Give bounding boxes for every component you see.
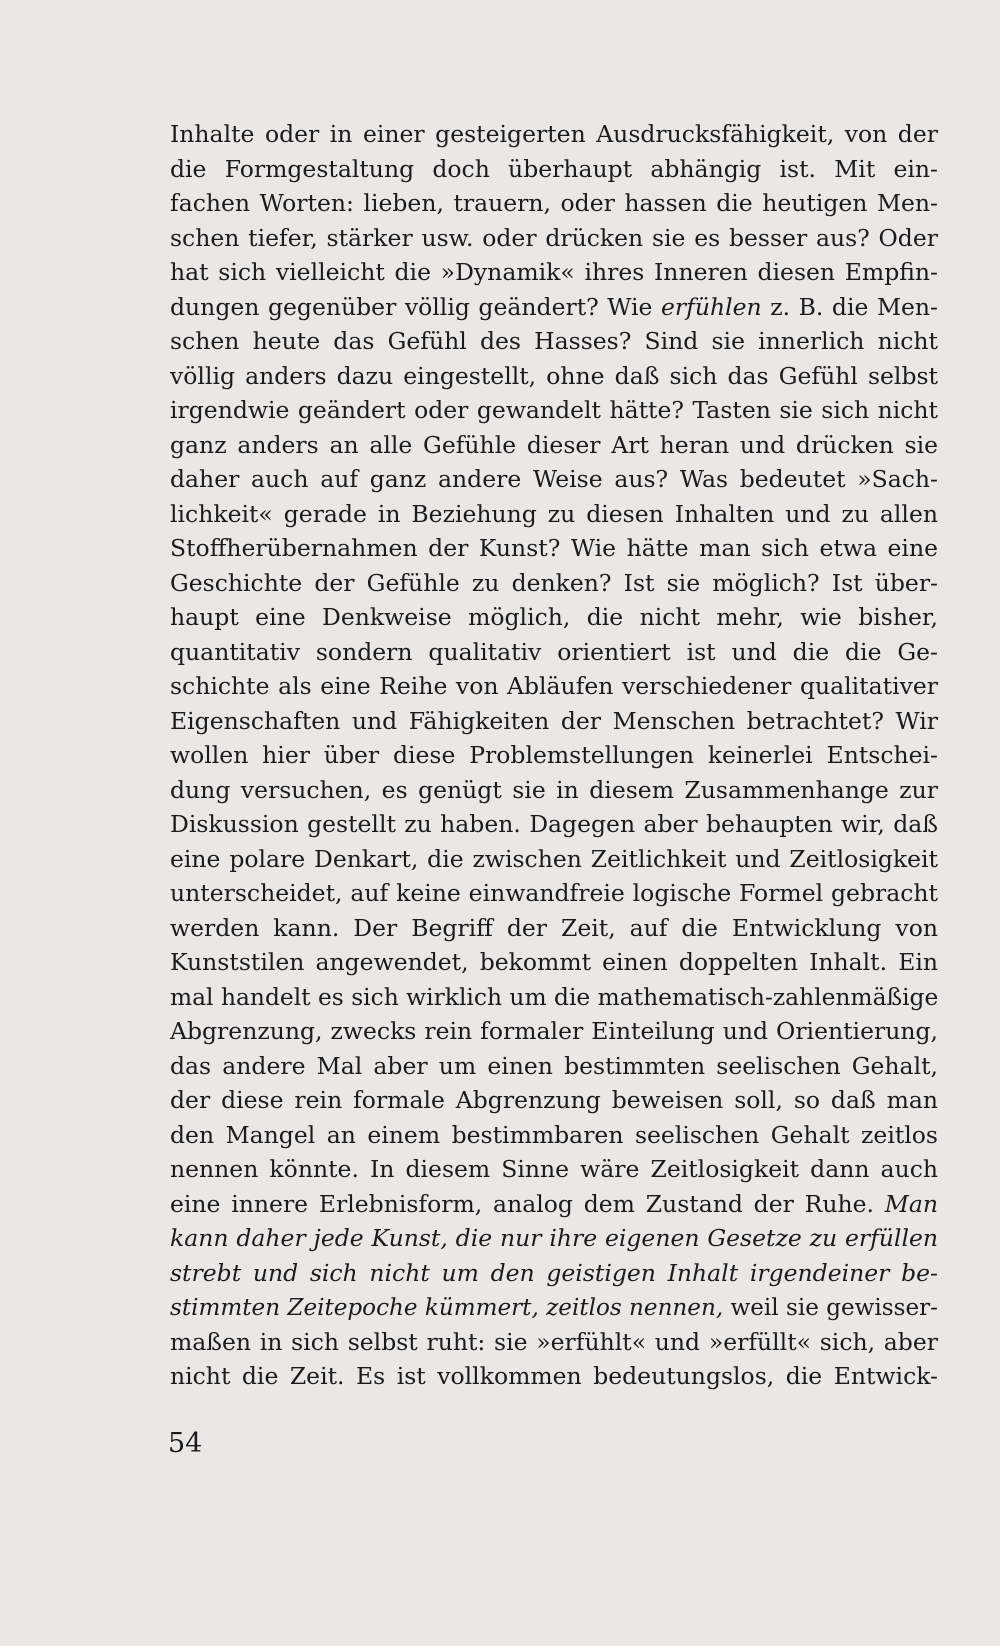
text-line [170, 1256, 938, 1291]
italic-text: erfühlen [661, 292, 762, 321]
text-segment: haupt eine Denkweise möglich, die nicht mehr, wie bisher, [170, 603, 938, 631]
text-segment: das andere Mal aber um einen bestimmten seelischen Gehalt, [170, 1051, 938, 1080]
text-segment: Abgrenzung, zwecks rein formaler Einteilung und Orientierung, [170, 1017, 938, 1045]
text-segment: hat sich vielleicht die »Dynamik« ihres Inneren diesen Empfin- [170, 258, 938, 286]
text-line [170, 669, 938, 704]
text-line [170, 704, 938, 739]
text-line [170, 221, 938, 256]
text-line [170, 1152, 938, 1187]
text-segment: eine polare Denkart, die zwischen Zeitlichkeit und Zeitlosigkeit [170, 844, 938, 873]
text-line [170, 1049, 938, 1084]
text-line [170, 393, 938, 428]
body-text [170, 117, 938, 1394]
text-line [170, 945, 938, 980]
page-number: 54 [168, 1428, 203, 1459]
text-segment: fachen Worten: lieben, trauern, oder hassen die heutigen Men- [170, 189, 938, 217]
text-segment: Diskussion gestellt zu haben. Dagegen aber behaupten wir, daß [170, 810, 938, 838]
text-line [170, 1083, 938, 1118]
text-line [170, 428, 938, 463]
text-line [170, 1014, 938, 1049]
text-line [170, 497, 938, 532]
text-segment: schen tiefer, stärker usw. oder drücken sie es besser aus? Oder [170, 223, 938, 252]
text-line [170, 566, 938, 601]
text-segment: dung versuchen, es genügt sie in diesem Zusammenhange zur [170, 775, 938, 804]
text-line [170, 1118, 938, 1153]
text-line [170, 324, 938, 359]
italic-text: kann daher jede Kunst, die nur ihre eigenen Gesetze zu erfüllen [170, 1224, 938, 1252]
text-line [170, 531, 938, 566]
text-segment: quantitativ sondern qualitativ orientiert ist und die die Ge- [170, 637, 938, 666]
text-line [170, 1290, 938, 1325]
text-line [170, 807, 938, 842]
text-line [170, 1187, 938, 1222]
text-segment: schichte als eine Reihe von Abläufen verschiedener qualitativer [170, 672, 938, 700]
text-line [170, 186, 938, 221]
text-segment: Kunststilen angewendet, bekommt einen doppelten Inhalt. Ein [170, 948, 938, 976]
italic-text: Man [884, 1189, 938, 1218]
text-line [170, 842, 938, 877]
text-segment: der diese rein formale Abgrenzung beweisen soll, so daß man [170, 1086, 938, 1114]
text-segment: mal handelt es sich wirklich um die mathematisch-zahlenmäßige [170, 982, 939, 1011]
text-segment: wollen hier über diese Problemstellungen keinerlei Entschei- [170, 741, 938, 769]
text-segment: maßen in sich selbst ruht: sie »erfühlt« und »erfüllt« sich, aber [170, 1327, 938, 1356]
text-line [170, 152, 938, 187]
text-line [170, 1221, 938, 1256]
text-segment: Inhalte oder in einer gesteigerten Ausdrucksfähigkeit, von der [170, 120, 938, 148]
text-segment: Eigenschaften und Fähigkeiten der Menschen betrachtet? Wir [170, 706, 938, 735]
text-line [170, 290, 938, 325]
text-line [170, 876, 938, 911]
text-segment: z. B. die Men- [761, 292, 938, 321]
text-segment: Geschichte der Gefühle zu denken? Ist sie möglich? Ist über- [170, 568, 938, 597]
text-segment: nennen könnte. In diesem Sinne wäre Zeitlosigkeit dann auch [170, 1155, 938, 1183]
text-segment: ganz anders an alle Gefühle dieser Art heran und drücken sie [170, 430, 938, 459]
text-line [170, 462, 938, 497]
text-line [170, 635, 938, 670]
text-line [170, 911, 938, 946]
text-segment: den Mangel an einem bestimmbaren seelischen Gehalt zeitlos [170, 1120, 938, 1149]
text-line [170, 738, 938, 773]
text-segment: daher auch auf ganz andere Weise aus? Was bedeutet »Sach- [170, 465, 938, 493]
italic-text: stimmten Zeitepoche kümmert, zeitlos nennen, [170, 1293, 724, 1321]
text-segment: unterscheidet, auf keine einwandfreie logische Formel gebracht [170, 879, 938, 907]
text-line [170, 773, 938, 808]
text-segment: lichkeit« gerade in Beziehung zu diesen Inhalten und zu allen [170, 499, 938, 528]
text-segment: dungen gegenüber völlig geändert? Wie [170, 292, 662, 321]
text-segment: nicht die Zeit. Es ist vollkommen bedeutungslos, die Entwick- [170, 1362, 938, 1390]
text-segment: die Formgestaltung doch überhaupt abhängig ist. Mit ein- [170, 154, 938, 183]
text-line [170, 117, 938, 152]
text-line [170, 980, 939, 1015]
text-line [170, 1325, 938, 1360]
text-segment: werden kann. Der Begriff der Zeit, auf die Entwicklung von [170, 913, 938, 942]
text-line [170, 1359, 938, 1394]
text-segment: eine innere Erlebnisform, analog dem Zustand der Ruhe. [170, 1189, 885, 1218]
text-segment: völlig anders dazu eingestellt, ohne daß sich das Gefühl selbst [170, 361, 938, 390]
text-segment: irgendwie geändert oder gewandelt hätte? Tasten sie sich nicht [170, 396, 938, 424]
text-segment: weil sie gewisser- [723, 1293, 938, 1321]
text-line [170, 359, 938, 394]
italic-text: strebt und sich nicht um den geistigen Inhalt irgendeiner be- [170, 1258, 938, 1287]
text-segment: schen heute das Gefühl des Hasses? Sind sie innerlich nicht [170, 327, 938, 355]
text-line [170, 255, 938, 290]
text-line [170, 600, 938, 635]
text-segment: Stoffherübernahmen der Kunst? Wie hätte man sich etwa eine [170, 534, 938, 562]
